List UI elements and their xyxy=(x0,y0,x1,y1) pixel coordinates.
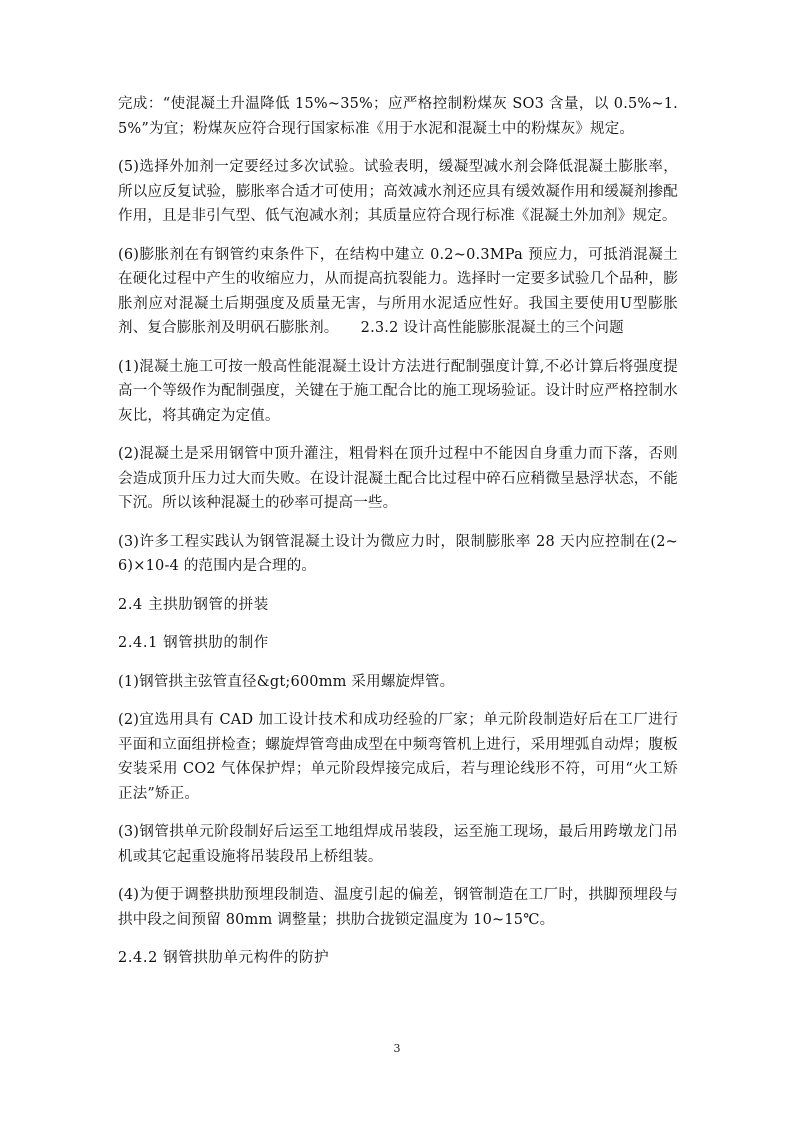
paragraph-expansive-agent: (6)膨胀剂在有钢管约束条件下，在结构中建立 0.2~0.3MPa 预应力，可抵消混凝土在硬化过程中产生的收缩应力，从而提高抗裂能力。选择时一定要多试验几个品种，膨胀剂应对混凝土后期强度及质量无害，与所用水泥适应性好。我国主要使用U型膨胀剂、复合膨胀剂及明矾石膨胀剂。 2.3.2 设计高性能膨胀混凝土的三个问题 xyxy=(118,246,678,336)
paragraph-chord-pipe: (1)钢管拱主弦管直径&gt;600mm 采用螺旋焊管。 xyxy=(118,673,455,690)
paragraph-flyash: 完成：“使混凝土升温降低 15%~35%；应严格控制粉煤灰 SO3 含量，以 0.5%~1.5%”为宜；粉煤灰应符合现行国家标准《用于水泥和混凝土中的粉煤灰》规定。 xyxy=(118,96,678,137)
paragraph-adjustment: (4)为便于调整拱肋预埋段制造、温度引起的偏差，钢管制造在工厂时，拱脚预埋段与拱中段之间预留 80mm 调整量；拱肋合拢锁定温度为 10~15℃。 xyxy=(118,887,678,928)
document-body xyxy=(118,92,678,985)
page-number: 3 xyxy=(393,1042,401,1055)
paragraph-admixture: (5)选择外加剂一定要经过多次试验。试验表明，缓凝型减水剂会降低混凝土膨胀率，所以应反复试验，膨胀率合适才可使用；高效减水剂还应具有缓效凝作用和缓凝剂掺配作用，且是非引气型、低气泡减水剂；其质量应符合现行标准《混凝土外加剂》规定。 xyxy=(118,159,678,224)
paragraph-pumping: (2)混凝土是采用钢管中顶升灌注，粗骨料在顶升过程中不能因自身重力而下落，否则会造成顶升压力过大而失败。在设计混凝土配合比过程中碎石应稍微呈悬浮状态，不能下沉。所以该种混凝土的砂率可提高一些。 xyxy=(118,446,678,511)
paragraph-manufacturer: (2)宜选用具有 CAD 加工设计技术和成功经验的厂家；单元阶段制造好后在工厂进行平面和立面组拼检查；螺旋焊管弯曲成型在中频弯管机上进行，采用埋弧自动焊；腹板安装采用 CO2 气体保护焊；单元阶段焊接完成后，若与理论线形不符，可用“火工矫正法”矫正。 xyxy=(118,712,678,802)
section-heading-2-4: 2.4 主拱肋钢管的拼装 xyxy=(118,596,269,613)
paragraph-expansion-rate: (3)许多工程实践认为钢管混凝土设计为微应力时，限制膨胀率 28 天内应控制在(2~6)×10-4 的范围内是合理的。 xyxy=(118,533,678,574)
section-heading-2-4-2: 2.4.2 钢管拱肋单元构件的防护 xyxy=(118,950,330,966)
section-heading-2-4-1: 2.4.1 钢管拱肋的制作 xyxy=(118,635,269,651)
paragraph-transport: (3)钢管拱单元阶段制好后运至工地组焊成吊装段，运至施工现场，最后用跨墩龙门吊机或其它起重设施将吊装段吊上桥组装。 xyxy=(118,824,678,865)
paragraph-strength-calculation: (1)混凝土施工可按一般高性能混凝土设计方法进行配制强度计算,不必计算后将强度提高一个等级作为配制强度，关键在于施工配合比的施工现场验证。设计时应严格控制水灰比，将其确定为定值。 xyxy=(118,358,678,424)
